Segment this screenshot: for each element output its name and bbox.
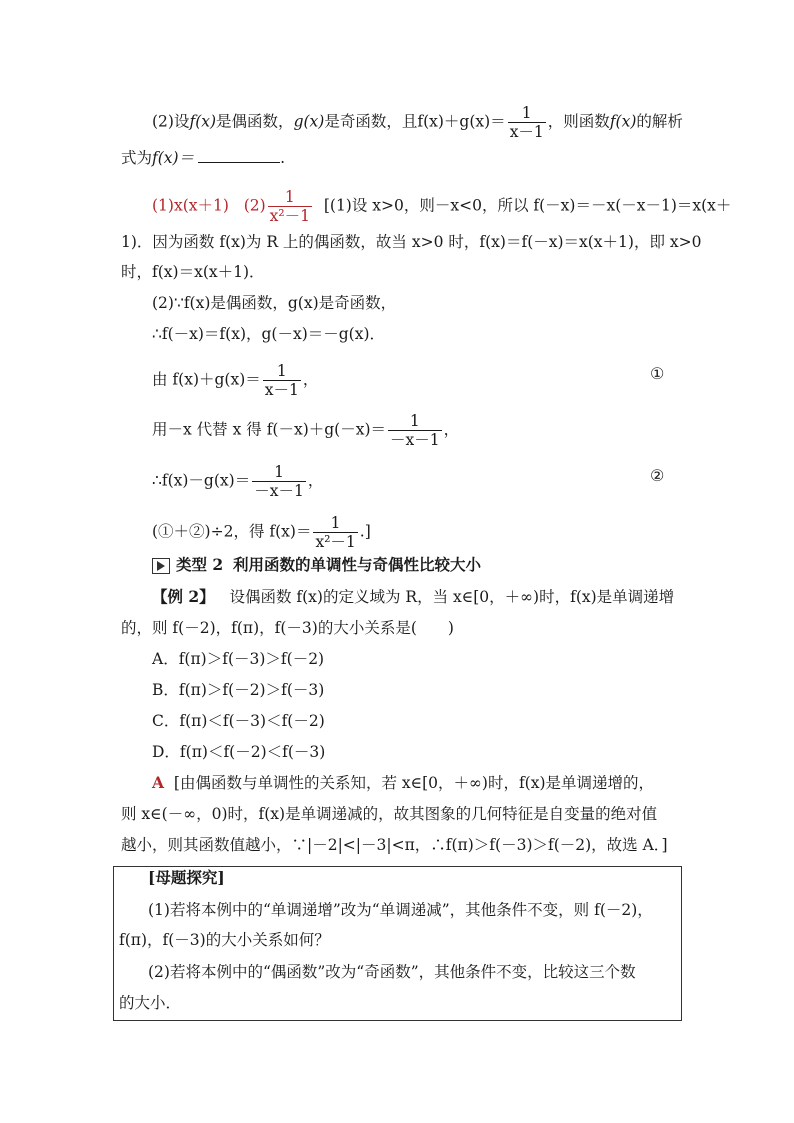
text: (①＋②)÷2，得 f(x)＝ (152, 522, 312, 541)
section-title: 利用函数的单调性与奇偶性比较大小 (233, 555, 482, 574)
solution-step6 (152, 514, 371, 551)
answer-line3: 时，f(x)＝x(x＋1)． (121, 263, 265, 281)
text: 的解析 (636, 112, 683, 131)
math: f(x)＋g(x)＝ (417, 112, 506, 131)
denominator: x－1 (509, 123, 544, 141)
section-heading (152, 555, 481, 575)
math: g(x) (293, 112, 325, 131)
explore-q1-line2: f(π)，f(－3)的大小关系如何？ (119, 931, 330, 949)
answer-1: (1)x(x＋1) (152, 196, 229, 215)
explore-title (148, 868, 225, 888)
denominator: x－1 (264, 381, 299, 399)
answer-2-fraction (268, 188, 312, 225)
text: .] (359, 522, 371, 541)
denominator: x²－1 (269, 207, 310, 225)
denominator: －x－1 (254, 482, 304, 500)
text: (2)设 (152, 112, 190, 131)
example-2-line1 (152, 587, 674, 607)
solution-step5 (152, 463, 323, 500)
math: f(x)＝ (152, 149, 195, 167)
solution-step3 (152, 362, 318, 399)
numerator: 1 (263, 362, 301, 381)
answer-letter: A (152, 773, 165, 792)
equation-marker-2: ② (650, 466, 665, 485)
example-2-line2: 的，则 f(－2)，f(π)，f(－3)的大小关系是( ) (121, 619, 454, 637)
math: f(x) (189, 112, 217, 131)
numerator: 1 (252, 463, 306, 482)
option-c: C．f(π)＜f(－3)＜f(－2) (152, 712, 325, 730)
solution-step4 (152, 412, 459, 449)
example-2-answer-line1 (152, 773, 654, 793)
answer-blank (198, 148, 280, 163)
text: 是奇函数，且 (324, 112, 418, 131)
solution-step2: ∴f(－x)＝f(x)，g(－x)＝－g(x)． (152, 325, 386, 343)
text: ∴f(x)－g(x)＝ (152, 471, 251, 490)
numerator: 1 (268, 188, 312, 207)
text: ， (307, 471, 324, 490)
text: 式为 (121, 149, 153, 167)
solution-step1: (2)∵f(x)是偶函数，g(x)是奇函数， (152, 294, 397, 312)
fraction (313, 514, 357, 551)
explore-q2-line2: 的大小． (119, 994, 182, 1012)
numerator: 1 (313, 514, 357, 533)
option-d: D．f(π)＜f(－2)＜f(－3) (152, 743, 326, 761)
question-2-line1 (152, 104, 683, 141)
equation-marker-1: ① (650, 364, 665, 383)
text: . (280, 149, 286, 167)
question-2-line2 (121, 148, 285, 168)
math: f(x) (609, 112, 637, 131)
example-2-answer-line3: 越小，则其函数值越小，∵|－2|<|－3|<π，∴f(π)＞f(－3)＞f(－2)，故选 A．] (121, 836, 668, 854)
option-a: A．f(π)＞f(－3)＞f(－2) (152, 650, 325, 668)
text: [由偶函数与单调性的关系知，若 x∈[0，＋∞)时，f(x)是单调递增的， (173, 774, 655, 792)
example-tag: 【例 2】 (152, 587, 215, 606)
numerator: 1 (388, 412, 442, 431)
answer-line1 (152, 188, 731, 225)
fraction (252, 463, 306, 500)
explore-q1-line1: (1)若将本例中的“单调递增”改为“单调递减”，其他条件不变，则 f(－2)， (148, 901, 653, 919)
example-2-answer-line2: 则 x∈(－∞，0)时，f(x)是单调递减的，故其图象的几何特征是自变量的绝对值 (121, 805, 658, 823)
text: ， (443, 420, 460, 439)
denominator: x²－1 (315, 533, 356, 551)
text: ， (302, 370, 319, 389)
denominator: －x－1 (390, 431, 440, 449)
text: [母题探究] (148, 868, 225, 887)
fraction (263, 362, 301, 399)
text: 设偶函数 f(x)的定义域为 R，当 x∈[0，＋∞)时，f(x)是单调递增 (229, 588, 675, 606)
text: 由 f(x)＋g(x)＝ (152, 370, 261, 389)
text: 用－x 代替 x 得 f(－x)＋g(－x)＝ (152, 420, 387, 439)
text: ，则函数 (547, 112, 610, 131)
explanation-text: [(1)设 x>0，则－x<0，所以 f(－x)＝－x(－x－1)＝x(x＋ (323, 196, 732, 215)
option-b: B．f(π)＞f(－2)＞f(－3) (152, 681, 325, 699)
fraction (388, 412, 442, 449)
answer-2-label: (2) (243, 196, 266, 215)
play-triangle-icon (152, 558, 170, 574)
explore-q2-line1: (2)若将本例中的“偶函数”改为“奇函数”，其他条件不变，比较这三个数 (148, 963, 636, 981)
fraction (508, 104, 546, 141)
section-label: 类型 2 (176, 555, 224, 574)
text: 是偶函数， (216, 112, 294, 131)
numerator: 1 (508, 104, 546, 123)
answer-line2: 1)．因为函数 f(x)为 R 上的偶函数，故当 x>0 时，f(x)＝f(－x)＝x(x＋1)，即 x>0 (121, 233, 702, 251)
